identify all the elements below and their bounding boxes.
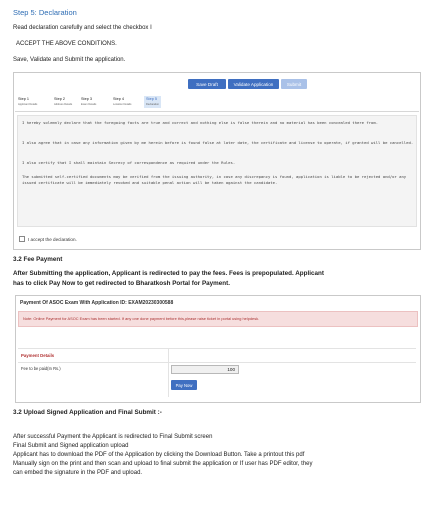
accept-checkbox-label: I accept the declaration. [28, 236, 77, 242]
step-tab-1[interactable] [18, 97, 37, 107]
upload-text-line-2: Final Submit and Signed application upload [13, 443, 129, 449]
fee-amount-field: 100 [171, 365, 239, 374]
submit-button[interactable]: Submit [281, 79, 307, 89]
declaration-form-panel [13, 72, 421, 250]
fee-amount-label: Fee to be paid(In Rs.) [21, 366, 61, 371]
step-tab-5[interactable] [144, 96, 161, 108]
step-tab-title: Step 1 [18, 97, 29, 101]
declaration-paragraph-4: The submitted self-certified documents may be verified from the issuing authority, in case any discrepancy is found, application is liable to be rejected and/or any issued certificate will be immediately revoked and suitable penal action will be taken against the candidate. [22, 174, 407, 185]
upload-text-line-4: Manually sign on the print and then scan and upload to final submit the application or If user has PDF editor, they [13, 461, 313, 467]
declaration-paragraph-1: I hereby solemnly declare that the foregoing facts are true and correct and nothing else is false therein and no material has been concealed there from. [22, 120, 379, 125]
step-tab-subtitle: Location Details [113, 103, 132, 106]
accept-declaration-row[interactable] [19, 236, 77, 242]
declaration-paragraph-3: I also certify that I shall maintain Secrecy of correspondence as required under the Rules. [22, 160, 236, 165]
save-draft-button[interactable]: Save Draft [188, 79, 226, 89]
validate-application-button[interactable]: Validate Application [228, 79, 279, 89]
table-divider [18, 362, 416, 363]
payment-notice-banner [18, 311, 418, 327]
step-tab-4[interactable] [113, 97, 131, 107]
pay-now-button[interactable]: Pay Now [171, 380, 197, 390]
fee-payment-heading: 3.2 Fee Payment [13, 256, 63, 263]
upload-text-line-3: Applicant has to download the PDF of the Application by clicking the Download Button. Take a printout this pdf [13, 452, 305, 458]
step5-heading: Step 5: Declaration [13, 8, 77, 17]
step-tab-subtitle: Declaration [146, 103, 160, 106]
payment-notice-text: Note: Online Payment for ASOC Exam has been started. If any one done payment before this,please raise ticket in portal using helpdesk. [23, 316, 260, 321]
step-progress-bar [15, 95, 419, 112]
payment-details-heading: Payment Details [21, 353, 55, 358]
step-tab-subtitle: Exam Details [81, 103, 97, 106]
accept-checkbox[interactable] [19, 236, 25, 242]
step5-instruction-1: Read declaration carefully and select the checkbox I [13, 25, 152, 31]
table-divider [168, 349, 169, 397]
step-tab-2[interactable] [54, 97, 72, 107]
payment-details-table [18, 348, 416, 397]
step-tab-title: Step 5 [146, 97, 157, 101]
payment-panel-title: Payment Of ASOC Exam With Application ID: EXAM20230300588 [20, 300, 174, 306]
fee-payment-paragraph-line-1: After Submitting the application, Applicant is redirected to pay the fees. Fees is prepopulated. Applicant [13, 270, 324, 277]
fee-payment-paragraph-line-2: has to click Pay Now to get redirected to Bharatkosh Portal for Payment. [13, 280, 230, 287]
step-tab-title: Step 3 [81, 97, 92, 101]
step5-instruction-3: Save, Validate and Submit the application. [13, 57, 126, 63]
payment-panel [15, 295, 421, 403]
upload-text-line-5: can embed the signature in the PDF and upload. [13, 470, 143, 476]
step5-instruction-2: ACCEPT THE ABOVE CONDITIONS. [16, 41, 117, 47]
step-tab-title: Step 2 [54, 97, 65, 101]
step-tab-subtitle: Address Details [54, 103, 73, 106]
step-tab-title: Step 4 [113, 97, 124, 101]
declaration-paragraph-2: I also agree that in case any information given by me herein before is found false at later date, the certificate and license to operate, if granted will be cancelled. [22, 140, 414, 145]
upload-section-heading: 3.2 Upload Signed Application and Final Submit :- [13, 409, 162, 416]
step-tab-3[interactable] [81, 97, 96, 107]
step-tab-subtitle: Applicant Details [18, 103, 38, 106]
declaration-text-box [17, 115, 417, 227]
upload-text-line-1: After successful Payment the Applicant is redirected to Final Submit screen [13, 434, 213, 440]
